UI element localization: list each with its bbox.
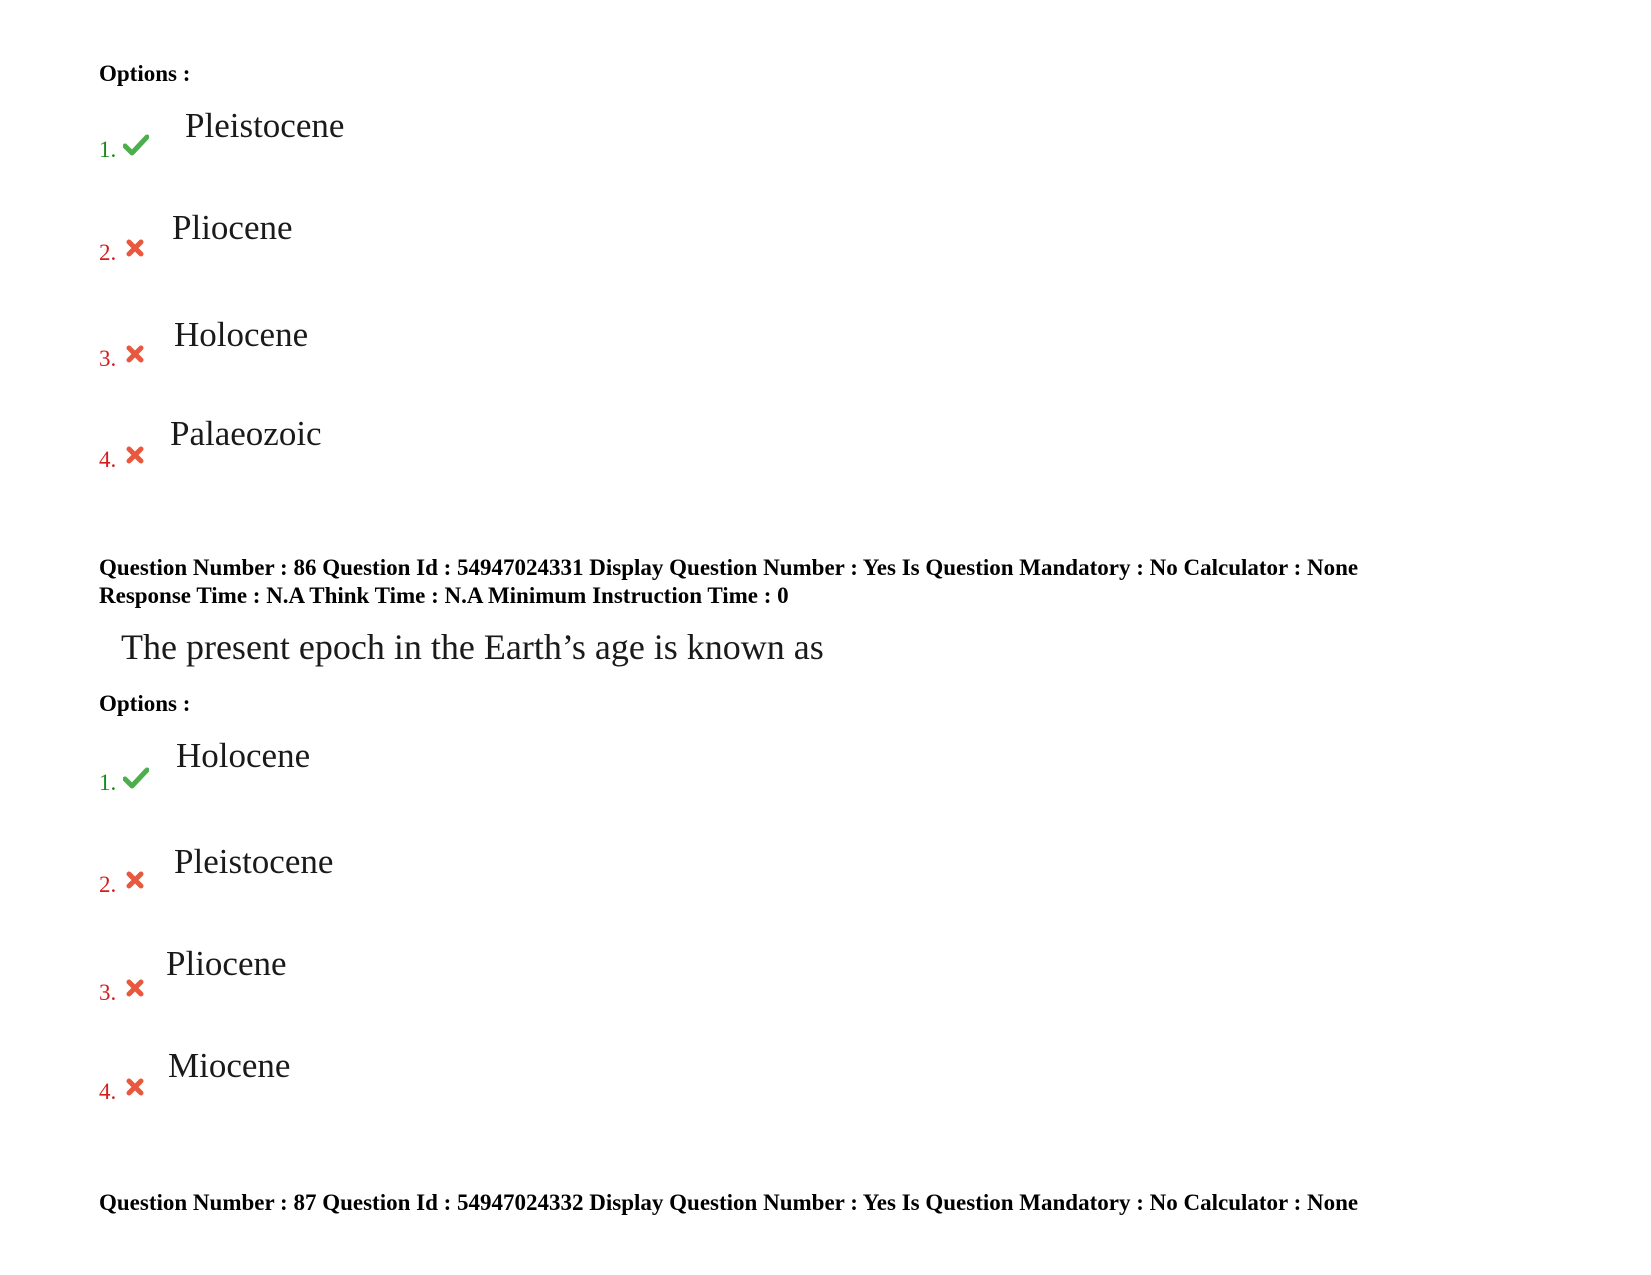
question-meta: Question Number : 86 Question Id : 54947024331 Display Question Number : Yes Is Question Mandatory : No Calculator : None [99,555,1359,580]
option-text: Miocene [168,1046,291,1085]
option-number: 3. [99,346,117,371]
check-icon [123,766,147,790]
option-number: 1. [99,770,117,795]
options-heading: Options : [99,61,191,86]
option-number: 2. [99,872,117,897]
option-number: 1. [99,137,117,162]
cross-icon [126,446,150,470]
options-heading: Options : [99,691,191,716]
question-meta: Response Time : N.A Think Time : N.A Minimum Instruction Time : 0 [99,583,789,608]
question-meta: Question Number : 87 Question Id : 54947024332 Display Question Number : Yes Is Question Mandatory : No Calculator : None [99,1190,1359,1215]
option-text: Pleistocene [185,106,345,145]
option-number: 4. [99,1079,117,1104]
cross-icon [126,1078,150,1102]
option-text: Palaeozoic [170,414,322,453]
option-number: 4. [99,447,117,472]
option-number: 3. [99,980,117,1005]
option-text: Pleistocene [174,842,334,881]
option-text: Holocene [176,736,311,775]
option-number: 2. [99,240,117,265]
cross-icon [126,871,150,895]
cross-icon [126,345,150,369]
option-text: Pliocene [166,944,287,983]
check-icon [123,133,147,157]
option-text: Holocene [174,315,309,354]
question-text: The present epoch in the Earth’s age is known as [121,627,824,667]
option-text: Pliocene [172,208,293,247]
cross-icon [126,979,150,1003]
cross-icon [126,239,150,263]
